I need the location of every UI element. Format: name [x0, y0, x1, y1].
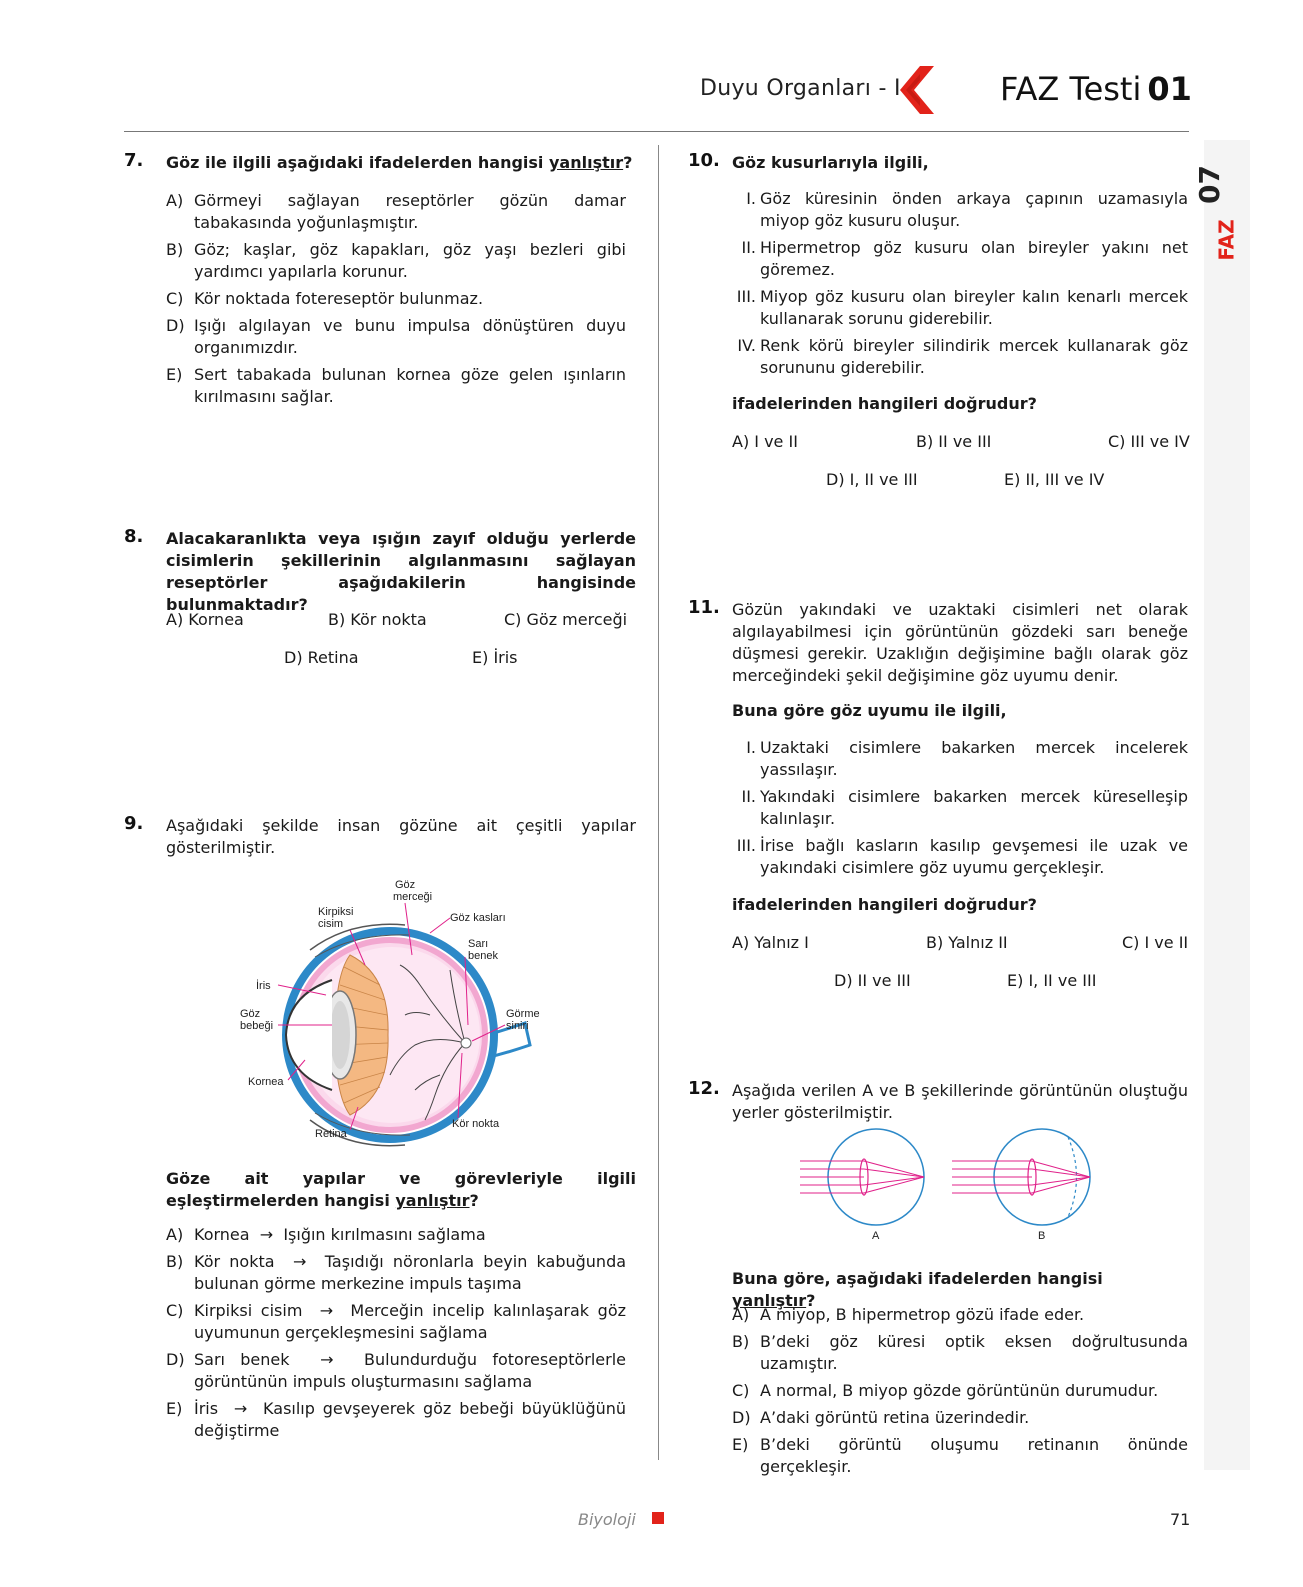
svg-text:bebeği: bebeği: [240, 1020, 274, 1032]
footer-square-icon: [652, 1512, 664, 1524]
label-kornea: Kornea: [248, 1076, 284, 1088]
lens-figure: [800, 1125, 1130, 1245]
option-c[interactable]: C) I ve II: [1122, 933, 1189, 952]
option-b[interactable]: B) II ve III: [916, 432, 992, 451]
question-number: 10.: [688, 150, 720, 171]
svg-text:benek: benek: [468, 950, 498, 962]
question-number: 12.: [688, 1078, 720, 1099]
statement-4: IV. Renk körü bireyler silindirik mercek kullanarak göz sorununu giderebilir.: [737, 336, 1188, 377]
option-c[interactable]: C) Göz merceği: [504, 610, 628, 629]
chevron-icon: [898, 66, 938, 114]
question-ask: ifadelerinden hangileri doğrudur?: [732, 394, 1037, 413]
label-kirpiksi-cisim: Kirpiksi: [318, 906, 354, 918]
column-divider: [658, 145, 659, 1460]
option-b[interactable]: B) Göz; kaşlar, göz kapakları, göz yaşı bezleri gibi yardımcı yapılarla korunur.: [166, 240, 626, 281]
eye-anatomy-figure: [240, 875, 560, 1165]
question-number: 8.: [124, 526, 144, 547]
option-c[interactable]: C) Kör noktada fotereseptör bulunmaz.: [166, 289, 484, 308]
svg-text:cisim: cisim: [318, 918, 344, 930]
diagram-a: [800, 1129, 924, 1242]
statement-3: III. Miyop göz kusuru olan bireyler kalın kenarlı mercek kullanarak sorunu giderebilir.: [736, 287, 1188, 328]
option-b[interactable]: B) Kör nokta → Taşıdığı nöronlarla beyin kabuğunda bulunan görme merkezine impuls taşıma: [166, 1252, 627, 1293]
option-a[interactable]: A) Yalnız I: [732, 933, 809, 952]
question-lead: Buna göre göz uyumu ile ilgili,: [732, 701, 1007, 720]
option-e[interactable]: E) Sert tabakada bulunan kornea göze gelen ışınların kırılmasını sağlar.: [166, 365, 626, 406]
label-goz-mercegi: Göz: [395, 879, 416, 891]
label-goz-kaslari: Göz kasları: [450, 912, 506, 924]
test-number: 01: [1147, 70, 1192, 108]
option-e[interactable]: E) İris → Kasılıp gevşeyerek göz bebeği büyüklüğünü değiştirme: [166, 1399, 627, 1440]
option-d[interactable]: D) I, II ve III: [826, 470, 918, 489]
option-b[interactable]: B) Yalnız II: [926, 933, 1008, 952]
statement-3: III. İrise bağlı kasların kasılıp gevşemesi ile uzak ve yakındaki cisimlere göz uyumu gerçekleşir.: [736, 836, 1188, 877]
options-list: [166, 1224, 626, 1447]
svg-text:merceği: merceği: [393, 891, 433, 903]
test-label: FAZ Testi: [1000, 70, 1142, 108]
option-b[interactable]: B) Kör nokta: [328, 610, 427, 629]
label-b: B: [1038, 1230, 1046, 1242]
label-gorme-siniri: Görme: [506, 1008, 540, 1020]
arrow-icon: →: [233, 1399, 248, 1418]
options-grid: [166, 610, 636, 670]
side-tab: [1192, 150, 1242, 261]
test-title: [1000, 70, 1192, 108]
arrow-icon: →: [319, 1301, 334, 1320]
diagram-b: [952, 1129, 1090, 1242]
options-grid: [732, 933, 1188, 993]
question-ask: Buna göre, aşağıdaki ifadelerden hangisi yanlıştır?: [732, 1269, 1103, 1310]
statement-2: II. Hipermetrop göz kusuru olan bireyler yakını net göremez.: [741, 238, 1188, 279]
sidebar-band: [1204, 140, 1250, 1470]
question-ask: ifadelerinden hangileri doğrudur?: [732, 895, 1037, 914]
option-d[interactable]: D) A’daki görüntü retina üzerindedir.: [732, 1408, 1030, 1427]
question-number: 7.: [124, 150, 144, 171]
option-b[interactable]: B) B’deki göz küresi optik eksen doğrultusunda uzamıştır.: [732, 1332, 1188, 1373]
statements-list: [732, 188, 1188, 384]
option-a[interactable]: A) A miyop, B hipermetrop gözü ifade eder.: [732, 1305, 1085, 1324]
statements-list: [732, 737, 1188, 884]
header-divider: [124, 131, 1189, 132]
label-iris: İris: [256, 980, 271, 992]
question-stem: Aşağıdaki şekilde insan gözüne ait çeşitli yapılar gösterilmiştir.: [166, 816, 636, 857]
option-a[interactable]: A) Görmeyi sağlayan reseptörler gözün damar tabakasında yoğunlaşmıştır.: [166, 191, 626, 232]
page-number: 71: [1170, 1510, 1191, 1529]
options-list: [732, 1304, 1188, 1483]
option-c[interactable]: C) Kirpiksi cisim → Merceğin incelip kalınlaşarak göz uyumunun gerçekleşmesini sağlama: [166, 1301, 627, 1342]
option-d[interactable]: D) Retina: [284, 648, 359, 667]
question-stem: Aşağıda verilen A ve B şekillerinde görüntünün oluştuğu yerler gösterilmiştir.: [732, 1081, 1188, 1122]
side-tab-brand: FAZ: [1214, 219, 1239, 261]
options-list: [166, 190, 626, 413]
question-stem: Gözün yakındaki ve uzaktaki cisimleri net olarak algılayabilmesi için görüntünün gözdeki sarı beneğe düşmesi gerekir. Uzaklığın değişimine bağlı olarak göz merceğindeki şekil değişimine göz uyumu denir.: [732, 600, 1188, 685]
option-e[interactable]: E) İris: [472, 648, 518, 667]
option-a[interactable]: A) I ve II: [732, 432, 798, 451]
question-ask: Göze ait yapılar ve görevleriyle ilgili eşleştirmelerden hangisi yanlıştır?: [166, 1169, 636, 1210]
footer-subject: Biyoloji: [578, 1510, 636, 1529]
header-subject: Duyu Organları - I: [700, 76, 901, 101]
label-goz-bebegi: Göz: [240, 1008, 261, 1020]
label-sari-benek: Sarı: [468, 938, 489, 950]
label-a: A: [872, 1230, 880, 1242]
question-number: 9.: [124, 813, 144, 834]
statement-1: I. Uzaktaki cisimlere bakarken mercek incelerek yassılaşır.: [746, 738, 1188, 779]
svg-text:siniri: siniri: [506, 1020, 529, 1032]
option-c[interactable]: C) A normal, B miyop gözde görüntünün durumudur.: [732, 1381, 1159, 1400]
option-e[interactable]: E) II, III ve IV: [1004, 470, 1105, 489]
option-a[interactable]: A) Kornea: [166, 610, 244, 629]
option-d[interactable]: D) Işığı algılayan ve bunu impulsa dönüştüren duyu organımızdır.: [166, 316, 626, 357]
option-d[interactable]: D) Sarı benek → Bulundurduğu fotoreseptörlerle görüntünün impuls oluşturmasını sağlama: [166, 1350, 627, 1391]
arrow-icon: →: [292, 1252, 307, 1271]
question-number: 11.: [688, 597, 720, 618]
option-a[interactable]: A) Kornea → Işığın kırılmasını sağlama: [166, 1225, 486, 1244]
question-stem: Göz ile ilgili aşağıdaki ifadelerden hangisi yanlıştır?: [166, 153, 633, 172]
option-e[interactable]: E) I, II ve III: [1007, 971, 1097, 990]
question-stem: Alacakaranlıkta veya ışığın zayıf olduğu yerlerde cisimlerin şekillerinin algılanmasını sağlayan reseptörler aşağıdakilerin hangisinde bulunmaktadır?: [166, 529, 636, 614]
option-e[interactable]: E) B’deki görüntü oluşumu retinanın önünde gerçekleşir.: [732, 1435, 1188, 1476]
arrow-icon: →: [320, 1350, 334, 1369]
statement-2: II. Yakındaki cisimlere bakarken mercek küreselleşip kalınlaşır.: [741, 787, 1188, 828]
option-d[interactable]: D) II ve III: [834, 971, 911, 990]
side-tab-number: 07: [1192, 165, 1226, 204]
options-grid: [732, 432, 1188, 492]
statement-1: I. Göz küresinin önden arkaya çapının uzamasıyla miyop göz kusuru oluşur.: [746, 189, 1188, 230]
option-c[interactable]: C) III ve IV: [1108, 432, 1190, 451]
label-retina: Retina: [315, 1128, 347, 1140]
question-stem: Göz kusurlarıyla ilgili,: [732, 153, 929, 172]
arrow-icon: →: [259, 1225, 274, 1244]
label-kor-nokta: Kör nokta: [452, 1118, 500, 1130]
